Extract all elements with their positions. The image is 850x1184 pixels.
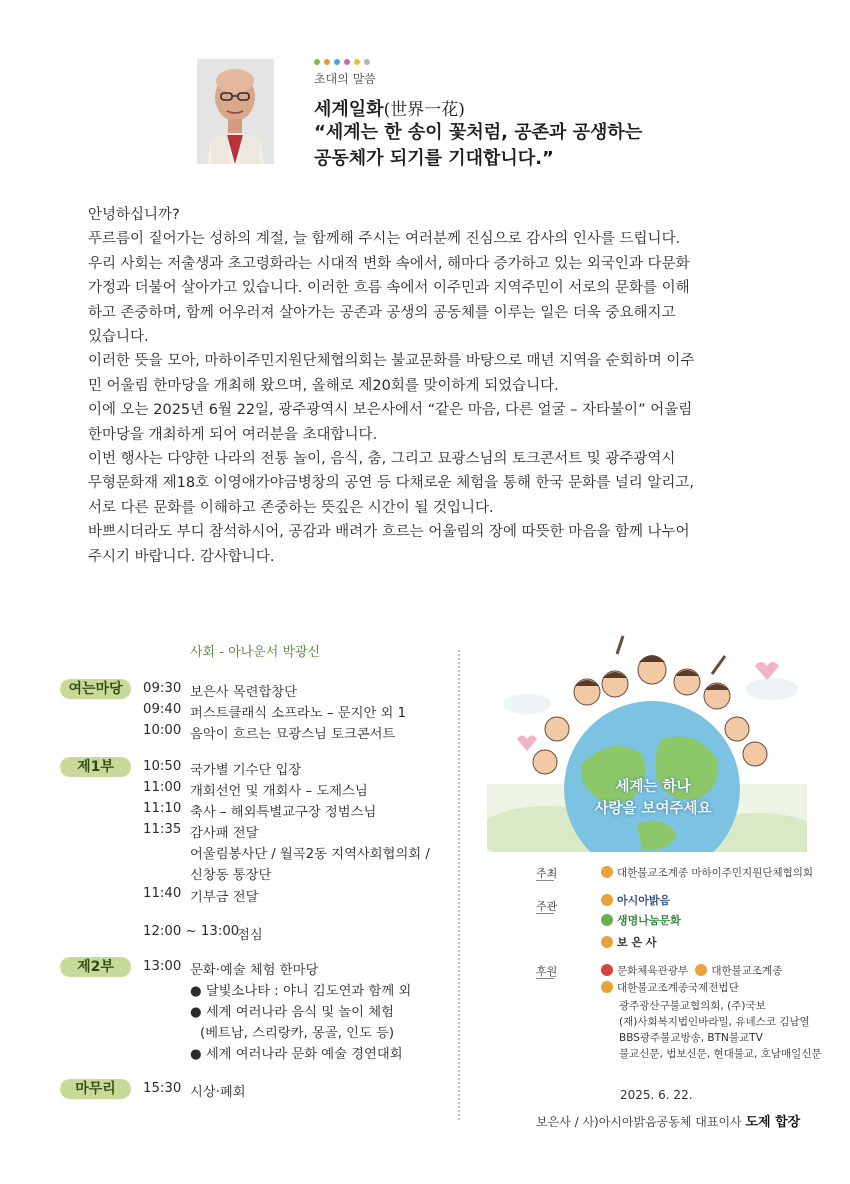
caption-line: 사랑을 보여주세요	[594, 800, 712, 817]
invitation-label: 초대의 말씀	[314, 72, 376, 86]
invitation-title	[314, 95, 465, 121]
schedule-time: 11:10	[143, 801, 182, 816]
schedule-time: 09:30	[143, 681, 182, 696]
sponsor-label	[536, 963, 557, 979]
schedule-text: ● 세계 여러나라 음식 및 놀이 체험	[190, 1005, 394, 1020]
dharma-wheel-icon	[601, 981, 613, 993]
organizer-label	[536, 865, 557, 881]
invitation-quote	[314, 120, 642, 172]
schedule-text: 개회선언 및 개회사 – 도제스님	[190, 784, 368, 799]
color-dot	[344, 59, 350, 65]
supervisor-text: 보 은 사	[617, 936, 657, 949]
section-badge: 여는마당	[60, 679, 131, 699]
organizer-label-text: 주최	[536, 867, 558, 880]
speaker-photo	[197, 59, 274, 164]
section-badge: 제2부	[60, 957, 131, 977]
schedule-text: 시상·폐회	[190, 1085, 246, 1100]
signature-line	[536, 1111, 800, 1130]
schedule-time: 13:00	[143, 959, 182, 974]
title-main: 세계일화	[314, 99, 384, 120]
color-dot	[364, 59, 370, 65]
taegeuk-icon	[601, 964, 613, 976]
schedule-text: ● 세계 여러나라 문화 예술 경연대회	[190, 1047, 403, 1062]
sponsor-text: BBS광주불교방송, BTN불교TV	[619, 1032, 763, 1044]
schedule-text: 보은사 목련합창단	[190, 685, 297, 700]
schedule-text: 퍼스트클래식 소프라노 – 문지안 외 1	[190, 706, 407, 721]
body-line: 있습니다.	[88, 329, 149, 346]
section-badge: 제1부	[60, 757, 131, 777]
invitation-body	[88, 203, 768, 569]
schedule-time: 15:30	[143, 1081, 182, 1096]
sponsor-text: 문화체육관광부	[617, 965, 689, 977]
illustration-caption	[588, 776, 718, 820]
dharma-wheel-icon	[601, 936, 613, 948]
supervisor-text: 생명나눔문화	[617, 914, 681, 927]
decorative-dots	[314, 59, 370, 65]
schedule-text: (베트남, 스리랑카, 몽골, 인도 등)	[200, 1026, 395, 1041]
body-line: 푸르름이 짙어가는 성하의 계절, 늘 함께해 주시는 여러분께 진심으로 감사의 인사를 드립니다.	[88, 231, 681, 248]
sponsor-text: 광주광산구불교협의회, (주)국보	[619, 1000, 766, 1012]
organizer-text: 대한불교조계종 마하이주민지원단체협의회	[617, 867, 814, 879]
schedule-text: 기부금 전달	[190, 890, 259, 905]
title-hanja: (世界一花)	[383, 100, 465, 120]
dharma-wheel-icon	[601, 866, 613, 878]
supervisor-logo-life	[601, 912, 681, 928]
sponsor-label-text: 후원	[536, 965, 558, 978]
schedule-text: 축사 – 해외특별교구장 정범스님	[190, 805, 377, 820]
quote-line: 공동체가 되기를 기대합니다.”	[314, 148, 554, 169]
schedule-time: 12:00 ~ 13:00	[143, 924, 240, 939]
sponsor-text: 대한불교조계종국제전법단	[617, 982, 739, 994]
supervisor-logo-asia	[601, 892, 670, 908]
signature-name: 도제 합장	[745, 1115, 801, 1130]
body-line: 무형문화재 제18호 이영애가야금병창의 공연 등 다채로운 체험을 통해 한국 문화를 널리 알리고,	[88, 475, 695, 492]
body-line: 안녕하십니까?	[88, 207, 180, 223]
supervisor-label-text: 주관	[536, 900, 558, 913]
quote-line: “세계는 한 송이 꽃처럼, 공존과 공생하는	[314, 122, 643, 143]
supervisor-text: 아시아밝음	[617, 894, 671, 907]
schedule-time: 09:40	[143, 702, 182, 717]
supervisor-label	[536, 898, 557, 914]
body-line: 한마당을 개최하게 되어 여러분을 초대합니다.	[88, 426, 378, 443]
schedule-text: 국가별 기수단 입장	[190, 763, 302, 778]
body-line: 가정과 더불어 살아가고 있습니다. 이러한 흐름 속에서 이주민과 지역주민이 서로의 문화를 이해	[88, 280, 690, 297]
schedule-time: 10:50	[143, 759, 182, 774]
sponsor-row	[601, 980, 739, 995]
body-line: 우리 사회는 저출생과 초고령화라는 시대적 변화 속에서, 해마다 증가하고 있는 외국인과 다문화	[88, 255, 690, 272]
schedule-text: 감사패 전달	[190, 826, 259, 841]
color-dot	[354, 59, 360, 65]
body-line: 이번 행사는 다양한 나라의 전통 놀이, 음식, 춤, 그리고 묘광스님의 토크콘서트 및 광주광역시	[88, 451, 676, 468]
body-line: 하고 존중하며, 함께 어우러져 살아가는 공존과 공생의 공동체를 이루는 일은 더욱 중요해지고	[88, 304, 676, 321]
sponsor-text: 대한불교조계종	[711, 965, 783, 977]
leaf-logo-icon	[601, 914, 613, 926]
body-line: 주시기 바랍니다. 감사합니다.	[88, 548, 275, 565]
color-dot	[324, 59, 330, 65]
schedule-text: ● 달빛소나타 : 야니 김도연과 함께 외	[190, 984, 412, 999]
supervisor-logo-boeunsa	[601, 934, 657, 950]
sponsor-row	[601, 963, 782, 978]
schedule-time: 11:35	[143, 822, 182, 837]
dharma-wheel-icon	[695, 964, 707, 976]
schedule-time: 10:00	[143, 723, 182, 738]
color-dot	[334, 59, 340, 65]
schedule-text: 어울림봉사단 / 월곡2동 지역사회협의회 /	[190, 847, 430, 862]
column-divider	[458, 650, 460, 1120]
section-badge: 마무리	[60, 1079, 131, 1099]
body-line: 서로 다른 문화를 이해하고 존중하는 뜻깊은 시간이 될 것입니다.	[88, 499, 494, 516]
schedule-text: 음악이 흐르는 묘광스님 토크콘서트	[190, 727, 396, 742]
schedule-text: 문화·예술 체험 한마당	[190, 963, 319, 978]
sponsor-text: (재)사회복지법인바라밀, 유네스코 김남열	[619, 1016, 810, 1028]
schedule-text: 신창동 통장단	[190, 868, 272, 883]
asia-logo-icon	[601, 894, 613, 906]
caption-line: 세계는 하나	[615, 778, 691, 795]
schedule-time: 11:00	[143, 780, 182, 795]
body-line: 이에 오는 2025년 6월 22일, 광주광역시 보은사에서 “같은 마음, 다른 얼굴 – 자타불이” 어울림	[88, 402, 693, 419]
body-line: 바쁘시더라도 부디 참석하시어, 공감과 배려가 흐르는 어울림의 장에 따뜻한 마음을 함께 나누어	[88, 524, 690, 541]
color-dot	[314, 59, 320, 65]
organizer	[601, 865, 813, 880]
schedule-text: 점심	[237, 928, 263, 943]
body-line: 이러한 뜻을 모아, 마하이주민지원단체협의회는 불교문화를 바탕으로 매년 지역을 순회하며 이주	[88, 353, 695, 370]
schedule-time: 11:40	[143, 886, 182, 901]
body-line: 민 어울림 한마당을 개최해 왔으며, 올해로 제20회를 맞이하게 되었습니다.	[88, 377, 559, 394]
signature-prefix: 보은사 / 사)아시아밝음공동체 대표이사	[536, 1115, 742, 1129]
host-line: 사회 - 아나운서 박광신	[190, 645, 321, 660]
sponsor-text: 불교신문, 법보신문, 현대불교, 호남매일신문	[619, 1048, 822, 1060]
event-date: 2025. 6. 22.	[620, 1088, 693, 1102]
